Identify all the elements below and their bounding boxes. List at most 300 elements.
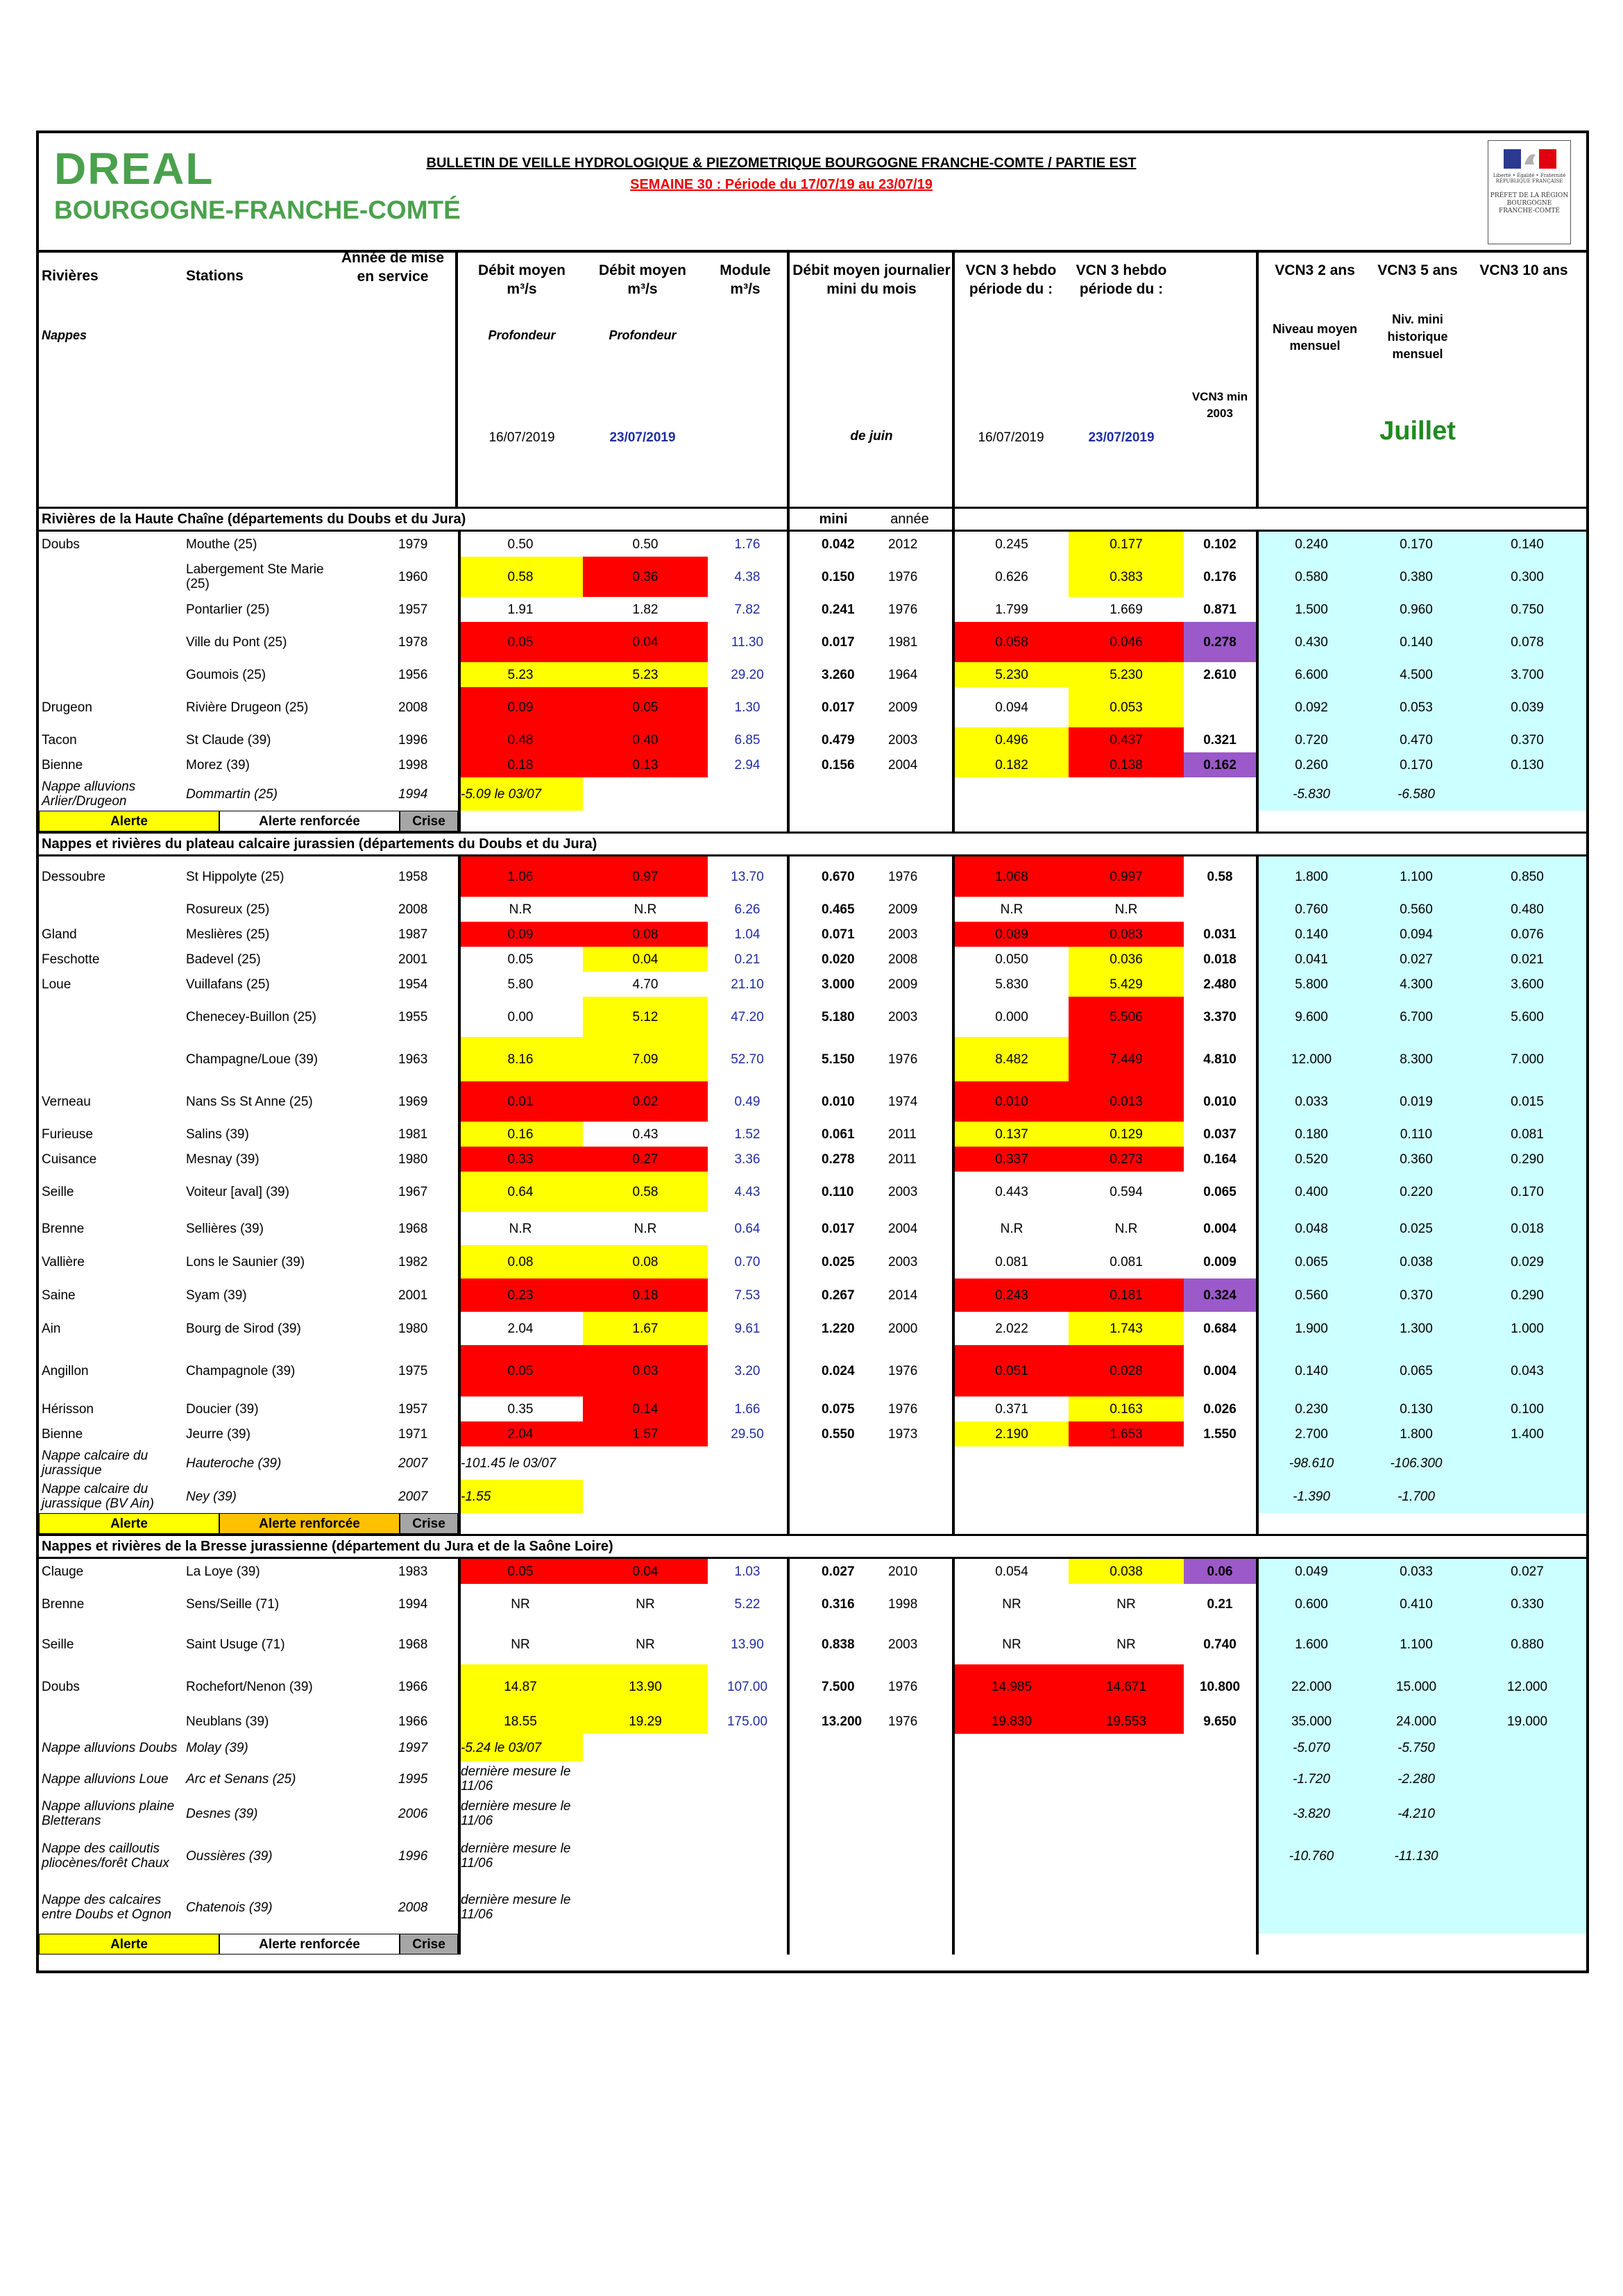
cell-yr: 1994 xyxy=(398,1596,428,1612)
cell-a5: -2.280 xyxy=(1397,1771,1435,1787)
cell-an: 1976 xyxy=(888,1401,918,1417)
table-row xyxy=(39,557,1586,597)
cell-a2: 0.033 xyxy=(1295,1094,1328,1109)
cell-v1: 0.337 xyxy=(955,1147,1069,1172)
divider xyxy=(1256,1312,1259,1345)
cell-mini: 0.010 xyxy=(822,1094,855,1109)
cell-st: St Claude (39) xyxy=(186,732,271,748)
cell-mini: 0.838 xyxy=(822,1637,855,1652)
cell-an: 1976 xyxy=(888,569,918,584)
divider xyxy=(952,253,955,507)
divider xyxy=(1256,622,1259,662)
table-row xyxy=(39,1480,1586,1513)
cell-riv: Nappe alluvions Arlier/Drugeon xyxy=(42,779,136,809)
cell-a10: 0.290 xyxy=(1511,1288,1544,1303)
cell-v1 xyxy=(955,1762,1069,1796)
cell-an: 2003 xyxy=(888,732,918,748)
cell-a2: -98.610 xyxy=(1289,1455,1334,1471)
cell-st: Salins (39) xyxy=(186,1126,249,1142)
cell-vm: 0.871 xyxy=(1203,602,1237,617)
cell-an: 1973 xyxy=(888,1426,918,1442)
cell-d1: -5.24 le 03/07 xyxy=(458,1734,583,1762)
cell-yr: 1994 xyxy=(398,786,428,802)
divider xyxy=(458,622,461,662)
cell-d2: 0.04 xyxy=(583,622,708,662)
cell-mod: 0.70 xyxy=(734,1254,760,1269)
cell-yr: 1967 xyxy=(398,1184,428,1199)
divider xyxy=(952,1513,955,1534)
cell-mini: 0.075 xyxy=(822,1401,855,1417)
cell-d2: 1.82 xyxy=(632,602,658,617)
cell-vm: 0.102 xyxy=(1203,537,1237,552)
cell-v1 xyxy=(955,1831,1069,1881)
divider xyxy=(458,1421,461,1446)
label-profondeur-1: Profondeur xyxy=(488,328,556,342)
cell-an: 1981 xyxy=(888,634,918,650)
cell-st: Voiteur [aval] (39) xyxy=(186,1184,289,1199)
table-row xyxy=(39,687,1586,727)
divider xyxy=(952,1122,955,1147)
cell-d2: 1.67 xyxy=(583,1312,708,1345)
divider xyxy=(787,1881,790,1934)
cell-st: Doucier (39) xyxy=(186,1401,259,1417)
divider xyxy=(1256,1734,1259,1762)
cell-d1: 0.50 xyxy=(507,537,534,552)
cell-an: 2000 xyxy=(888,1321,918,1336)
cell-v1: 5.830 xyxy=(995,977,1028,992)
cell-a5: 0.140 xyxy=(1400,634,1433,650)
cell-yr: 1968 xyxy=(398,1221,428,1236)
divider xyxy=(787,752,790,777)
cell-yr: 2001 xyxy=(398,1288,428,1303)
cell-yr: 1963 xyxy=(398,1052,428,1067)
divider xyxy=(1256,1831,1259,1881)
cell-a5: 0.360 xyxy=(1400,1151,1433,1167)
cell-v2: 0.163 xyxy=(1069,1396,1184,1421)
cell-vm: 2.480 xyxy=(1203,977,1237,992)
divider xyxy=(952,532,955,557)
cell-a5: 15.000 xyxy=(1395,1679,1437,1694)
cell-a2: 6.600 xyxy=(1295,667,1328,682)
cell-an: 2008 xyxy=(888,952,918,967)
cell-v2: 0.129 xyxy=(1069,1122,1184,1147)
cell-yr: 1996 xyxy=(398,732,428,748)
cell-an: 1976 xyxy=(888,602,918,617)
cell-a5: 0.033 xyxy=(1400,1564,1433,1579)
cell-d2 xyxy=(583,1734,708,1762)
cell-d2: 7.09 xyxy=(583,1037,708,1081)
cell-mod: 4.43 xyxy=(734,1184,760,1199)
cell-v1 xyxy=(955,777,1069,811)
cell-a10: 19.000 xyxy=(1506,1714,1548,1729)
cell-mod: 47.20 xyxy=(731,1009,764,1024)
cell-v2: 0.138 xyxy=(1069,752,1184,777)
divider xyxy=(952,777,955,811)
cell-mod: 11.30 xyxy=(731,634,764,650)
cell-v2: 0.013 xyxy=(1069,1081,1184,1122)
cell-riv xyxy=(39,662,183,687)
divider xyxy=(1256,597,1259,622)
cell-riv: Loue xyxy=(42,977,71,992)
cell-mini: 0.042 xyxy=(822,537,855,552)
divider xyxy=(1256,1245,1259,1278)
cell-mini: 0.267 xyxy=(822,1288,855,1303)
cell-mod: 1.04 xyxy=(734,927,760,942)
cell-mod: 0.49 xyxy=(734,1094,760,1109)
cell-mod: 5.22 xyxy=(734,1596,760,1612)
cell-a2: 0.430 xyxy=(1295,634,1328,650)
divider xyxy=(952,1762,955,1796)
cell-a2: 0.260 xyxy=(1295,757,1328,773)
divider xyxy=(787,687,790,727)
divider xyxy=(458,777,461,811)
divider xyxy=(1256,811,1259,832)
cell-riv: Doubs xyxy=(42,537,80,552)
divider xyxy=(787,662,790,687)
divider xyxy=(1256,997,1259,1037)
cell-v1 xyxy=(955,1881,1069,1934)
cell-riv: Bienne xyxy=(42,1426,83,1442)
cell-a5: 0.560 xyxy=(1400,902,1433,917)
cell-v2 xyxy=(1069,777,1184,811)
cell-a5: 0.019 xyxy=(1400,1094,1433,1109)
cell-a5 xyxy=(1364,1881,1468,1934)
cell-yr: 1996 xyxy=(398,1848,428,1864)
cell-an xyxy=(873,1446,952,1480)
cell-d1: 8.16 xyxy=(458,1037,583,1081)
divider xyxy=(1256,1762,1259,1796)
cell-a10: 0.750 xyxy=(1511,602,1544,617)
table-row xyxy=(39,1147,1586,1172)
table-row xyxy=(39,1446,1586,1480)
cell-d1: 18.55 xyxy=(458,1709,583,1734)
cell-v2: 14.671 xyxy=(1069,1664,1184,1709)
cell-a10: 0.290 xyxy=(1511,1151,1544,1167)
divider xyxy=(787,777,790,811)
cell-d2: 0.14 xyxy=(583,1396,708,1421)
cell-yr: 1957 xyxy=(398,1401,428,1417)
legend-row xyxy=(39,1934,1586,1955)
cell-mini: 0.479 xyxy=(822,732,855,748)
divider xyxy=(787,1081,790,1122)
cell-st: St Hippolyte (25) xyxy=(186,869,284,884)
cell-a5: -6.580 xyxy=(1397,786,1435,802)
cell-a5: -106.300 xyxy=(1390,1455,1443,1471)
cell-a10: 3.600 xyxy=(1511,977,1544,992)
legend-renforcee: Alerte renforcée xyxy=(219,1934,400,1955)
divider xyxy=(952,687,955,727)
cell-riv: Nappe calcaire du jurassique xyxy=(42,1449,148,1478)
cell-yr: 1995 xyxy=(398,1771,428,1787)
cell-v1: 2.022 xyxy=(995,1321,1028,1336)
cell-mini: 0.670 xyxy=(822,869,855,884)
cell-mini xyxy=(790,1762,873,1796)
divider xyxy=(458,1796,461,1831)
cell-d1: NR xyxy=(511,1637,530,1652)
divider xyxy=(458,1245,461,1278)
cell-mini: 0.465 xyxy=(822,902,855,917)
cell-mini xyxy=(790,1881,873,1934)
cell-a5: 0.170 xyxy=(1400,537,1433,552)
cell-a2: 0.560 xyxy=(1295,1288,1328,1303)
cell-v1 xyxy=(955,1796,1069,1831)
cell-v2: NR xyxy=(1116,1596,1136,1612)
cell-a10: 0.078 xyxy=(1511,634,1544,650)
divider xyxy=(787,1762,790,1796)
cell-a10: 0.140 xyxy=(1511,537,1544,552)
cell-a2: 35.000 xyxy=(1291,1714,1332,1729)
cell-d2 xyxy=(583,777,708,811)
cell-mod: 7.82 xyxy=(734,602,760,617)
cell-an xyxy=(873,1881,952,1934)
cell-mini xyxy=(790,777,873,811)
cell-v2: 0.028 xyxy=(1069,1345,1184,1396)
cell-v2: 5.230 xyxy=(1069,662,1184,687)
cell-a2: 0.520 xyxy=(1295,1151,1328,1167)
cell-d1: 14.87 xyxy=(458,1664,583,1709)
cell-riv xyxy=(39,897,183,922)
cell-st: Dommartin (25) xyxy=(186,786,278,802)
divider xyxy=(787,532,790,557)
cell-a10: 0.021 xyxy=(1511,952,1544,967)
cell-a2: 2.700 xyxy=(1295,1426,1328,1442)
cell-a2 xyxy=(1259,1881,1364,1934)
cell-yr: 1983 xyxy=(398,1564,428,1579)
cell-a5: 4.300 xyxy=(1400,977,1433,992)
divider xyxy=(787,1796,790,1831)
cell-v2: NR xyxy=(1116,1637,1136,1652)
cell-a10: 0.081 xyxy=(1511,1126,1544,1142)
cell-mod: 1.30 xyxy=(734,700,760,715)
cell-riv: Vallière xyxy=(42,1254,85,1269)
divider xyxy=(458,532,461,557)
cell-d1: 0.18 xyxy=(458,752,583,777)
cell-mini: 0.110 xyxy=(822,1184,854,1199)
divider xyxy=(458,1881,461,1934)
divider xyxy=(952,597,955,622)
mini-label: mini xyxy=(819,511,848,527)
cell-yr: 1966 xyxy=(398,1714,428,1729)
divider xyxy=(787,897,790,922)
table-row xyxy=(39,1345,1586,1396)
cell-v2: 0.046 xyxy=(1069,622,1184,662)
cell-v1: 0.371 xyxy=(995,1401,1028,1417)
cell-a10: 0.370 xyxy=(1511,732,1544,748)
divider xyxy=(1256,947,1259,972)
divider xyxy=(787,972,790,997)
cell-riv: Clauge xyxy=(42,1564,84,1579)
divider xyxy=(1256,922,1259,947)
cell-an: 2003 xyxy=(888,1254,918,1269)
cell-an: 1976 xyxy=(888,1052,918,1067)
cell-mod: 6.26 xyxy=(734,902,760,917)
cell-a2: 0.580 xyxy=(1295,569,1328,584)
cell-riv xyxy=(39,557,183,597)
cell-vm: 0.004 xyxy=(1203,1221,1237,1236)
cell-st: Chenecey-Buillon (25) xyxy=(186,1009,316,1024)
cell-d1: 0.09 xyxy=(458,687,583,727)
cell-mod: 4.38 xyxy=(734,569,760,584)
cell-a10: 0.880 xyxy=(1511,1637,1544,1652)
republique-label: Liberté • Égalité • Fraternité RÉPUBLIQUE FRANÇAISE xyxy=(1493,173,1566,184)
cell-v2 xyxy=(1069,1831,1184,1881)
cell-a2: 0.180 xyxy=(1295,1126,1328,1142)
divider xyxy=(952,622,955,662)
cell-vm xyxy=(1184,1480,1256,1513)
cell-mini: 1.220 xyxy=(822,1321,855,1336)
cell-d1: -1.55 xyxy=(458,1480,583,1513)
cell-a10: 5.600 xyxy=(1511,1009,1544,1024)
divider xyxy=(458,922,461,947)
cell-st: Sens/Seille (71) xyxy=(186,1596,280,1612)
cell-vm: 0.176 xyxy=(1203,569,1237,584)
cell-d1: 0.09 xyxy=(458,922,583,947)
cell-vm: 0.018 xyxy=(1203,952,1237,967)
cell-a5: 4.500 xyxy=(1400,667,1433,682)
cell-an: 2003 xyxy=(888,927,918,942)
cell-vm: 0.004 xyxy=(1203,1363,1237,1378)
cell-v1 xyxy=(955,1480,1069,1513)
divider xyxy=(952,1278,955,1312)
divider xyxy=(952,947,955,972)
cell-an xyxy=(873,1831,952,1881)
divider xyxy=(787,1122,790,1147)
cell-a2: 0.400 xyxy=(1295,1184,1328,1199)
divider xyxy=(952,972,955,997)
cell-a10 xyxy=(1468,1831,1586,1881)
cell-a10: 0.130 xyxy=(1511,757,1544,773)
legend-row xyxy=(39,1513,1586,1534)
cell-riv: Angillon xyxy=(42,1363,89,1378)
cell-riv: Nappe alluvions plaine Bletterans xyxy=(42,1799,175,1828)
cell-v1: 0.058 xyxy=(955,622,1069,662)
divider xyxy=(458,1172,461,1212)
cell-mini xyxy=(790,1480,873,1513)
cell-st: Badevel (25) xyxy=(186,952,261,967)
cell-a2: 9.600 xyxy=(1295,1009,1328,1024)
cell-d2: 0.18 xyxy=(583,1278,708,1312)
table-row xyxy=(39,997,1586,1037)
cell-mini xyxy=(790,1831,873,1881)
cell-v2: 0.273 xyxy=(1069,1147,1184,1172)
prefet-label: PRÉFET DE LA RÉGION BOURGOGNE FRANCHE-COMTÉ xyxy=(1490,192,1569,214)
cell-mod xyxy=(708,1881,787,1934)
label-de-juin: de juin xyxy=(850,429,893,444)
cell-d2: 4.70 xyxy=(632,977,658,992)
cell-a5: 6.700 xyxy=(1400,1009,1433,1024)
divider xyxy=(458,1278,461,1312)
cell-d2: 0.40 xyxy=(583,727,708,752)
divider xyxy=(787,1624,790,1664)
cell-mod: 1.66 xyxy=(734,1401,760,1417)
section-title xyxy=(39,1534,1586,1559)
cell-v1: 0.182 xyxy=(955,752,1069,777)
divider xyxy=(458,1709,461,1734)
col-stations: Stations xyxy=(186,268,244,284)
cell-d2: 0.58 xyxy=(583,1172,708,1212)
table-row xyxy=(39,1559,1586,1584)
col-vcn3-2ans: VCN3 2 ans xyxy=(1275,262,1355,278)
divider xyxy=(787,1480,790,1513)
cell-a2: 0.048 xyxy=(1295,1221,1328,1236)
cell-riv xyxy=(39,597,183,622)
cell-v2: 1.669 xyxy=(1110,602,1143,617)
cell-vm: 3.370 xyxy=(1203,1009,1237,1024)
divider xyxy=(1256,1081,1259,1122)
divider xyxy=(458,1446,461,1480)
divider xyxy=(458,1122,461,1147)
cell-d1: 0.01 xyxy=(458,1081,583,1122)
label-profondeur-2: Profondeur xyxy=(609,328,677,342)
cell-st: Champagne/Loue (39) xyxy=(186,1052,318,1067)
divider xyxy=(787,1513,790,1534)
cell-a2: 0.720 xyxy=(1295,732,1328,748)
col-annee: Année de mise en service xyxy=(341,250,445,285)
divider xyxy=(458,1081,461,1122)
table-row xyxy=(39,1172,1586,1212)
cell-d1: 1.06 xyxy=(458,856,583,897)
cell-d1: 0.48 xyxy=(458,727,583,752)
cell-vm: 4.810 xyxy=(1203,1052,1237,1067)
cell-mod: 52.70 xyxy=(731,1052,764,1067)
cell-d2: 0.04 xyxy=(583,1559,708,1584)
table-row xyxy=(39,752,1586,777)
divider xyxy=(787,509,790,530)
cell-a5: 0.220 xyxy=(1400,1184,1433,1199)
divider xyxy=(458,727,461,752)
cell-a10: 1.000 xyxy=(1511,1321,1544,1336)
divider xyxy=(458,1934,461,1955)
cell-v2: 0.081 xyxy=(1110,1254,1143,1269)
cell-d2: 0.13 xyxy=(583,752,708,777)
cell-yr: 1971 xyxy=(398,1426,428,1442)
divider xyxy=(458,856,461,897)
cell-mini xyxy=(790,1796,873,1831)
divider xyxy=(458,597,461,622)
cell-vm: 0.321 xyxy=(1203,732,1237,748)
cell-st: Bourg de Sirod (39) xyxy=(186,1321,301,1336)
table-row xyxy=(39,1624,1586,1664)
divider xyxy=(1256,1147,1259,1172)
table-row xyxy=(39,1664,1586,1709)
cell-mod: 9.61 xyxy=(734,1321,760,1336)
divider xyxy=(458,1147,461,1172)
cell-yr: 2008 xyxy=(398,902,428,917)
divider xyxy=(952,922,955,947)
cell-riv: Hérisson xyxy=(42,1401,94,1417)
divider xyxy=(458,997,461,1037)
divider xyxy=(458,1664,461,1709)
cell-yr: 1960 xyxy=(398,569,428,584)
divider xyxy=(455,253,458,507)
table-row xyxy=(39,1734,1586,1762)
cell-a2: 0.760 xyxy=(1295,902,1328,917)
table-row xyxy=(39,1278,1586,1312)
cell-v2: 0.053 xyxy=(1069,687,1184,727)
cell-d1: dernière mesure le 11/06 xyxy=(461,1893,571,1922)
col-vcn3-b: VCN 3 hebdo période du : xyxy=(1076,262,1167,297)
cell-an: 2003 xyxy=(888,1184,918,1199)
table-row xyxy=(39,662,1586,687)
cell-d2: 5.12 xyxy=(583,997,708,1037)
cell-v1: N.R xyxy=(1000,902,1023,917)
legend-alerte: Alerte xyxy=(39,1513,219,1534)
cell-a10 xyxy=(1468,1734,1586,1762)
dreal-logo: DREAL xyxy=(54,144,214,194)
divider xyxy=(458,1312,461,1345)
cell-a10: 0.850 xyxy=(1511,869,1544,884)
cell-mod: 107.00 xyxy=(726,1679,768,1694)
